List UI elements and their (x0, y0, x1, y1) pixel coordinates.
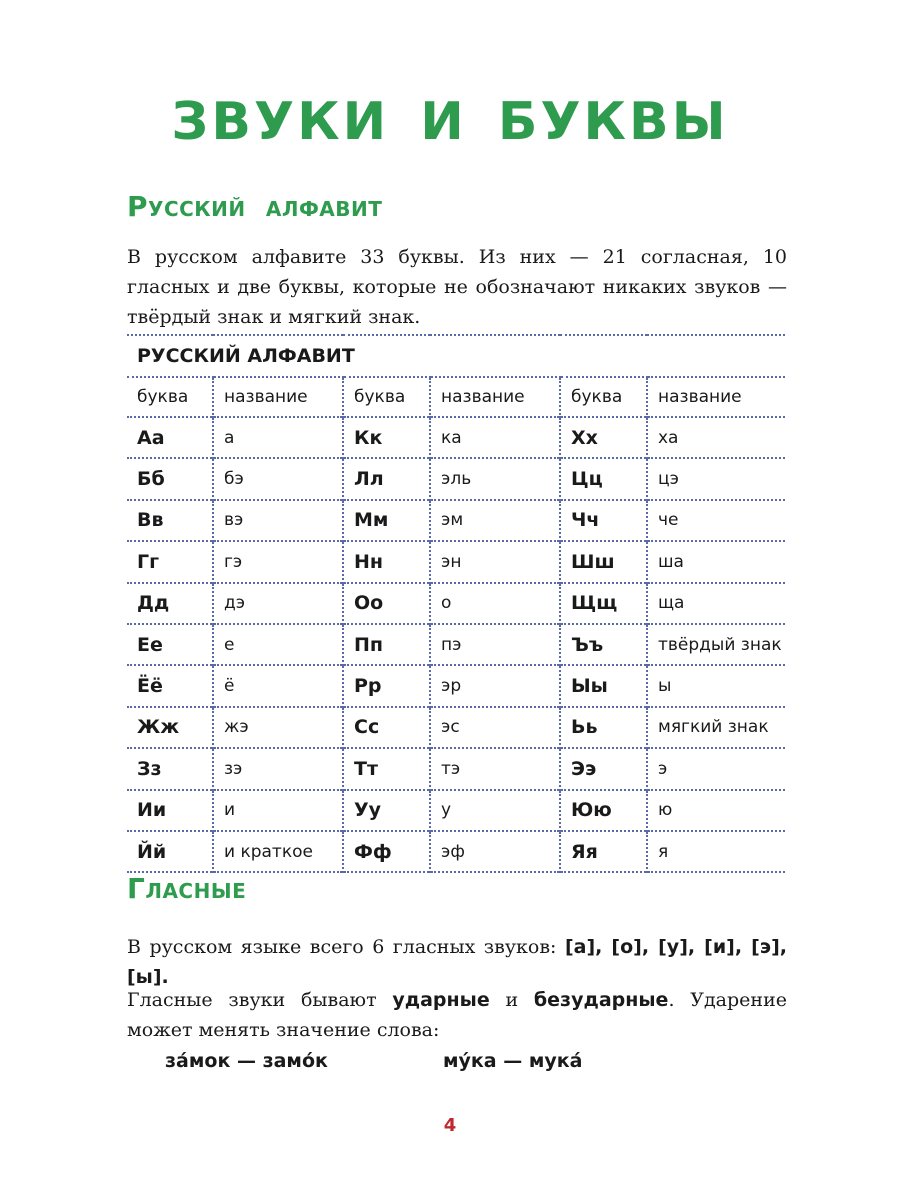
letter-cell: Фф (343, 831, 430, 872)
letter-name-cell: е (213, 624, 343, 665)
stress-example: за́мок — замо́к (165, 1050, 328, 1072)
letter-cell: Оо (343, 583, 430, 624)
letter-cell: Мм (343, 500, 430, 541)
letter-cell: Хх (560, 417, 647, 458)
letter-name-cell: жэ (213, 707, 343, 748)
letter-cell: Тт (343, 748, 430, 789)
stress-example: му́ка — мука́ (443, 1050, 583, 1072)
header-name: название (647, 377, 785, 417)
letter-name-cell: бэ (213, 458, 343, 499)
letter-name-cell: зэ (213, 748, 343, 789)
letter-cell: Кк (343, 417, 430, 458)
stress-paragraph (127, 985, 787, 1045)
letter-cell: Пп (343, 624, 430, 665)
stress-text-start: Гласные звуки бывают (127, 989, 393, 1011)
letter-name-cell: ха (647, 417, 785, 458)
letter-name-cell: о (430, 583, 560, 624)
letter-name-cell: ы (647, 665, 785, 706)
letter-name-cell: ка (430, 417, 560, 458)
table-row (127, 541, 785, 582)
table-row (127, 790, 785, 831)
section-heading-vowels: Гласные (127, 872, 247, 905)
vowel-sounds-paragraph (127, 932, 787, 992)
letter-name-cell: тэ (430, 748, 560, 789)
vowel-sounds-text: В русском языке всего 6 гласных звуков: (127, 936, 565, 958)
table-row (127, 500, 785, 541)
table-row (127, 707, 785, 748)
letter-cell: Цц (560, 458, 647, 499)
stress-text-end: . Ударение может менять значение слова: (127, 989, 787, 1041)
letter-cell: Сс (343, 707, 430, 748)
letter-name-cell: эм (430, 500, 560, 541)
letter-cell: Бб (127, 458, 213, 499)
letter-name-cell: дэ (213, 583, 343, 624)
letter-cell: Юю (560, 790, 647, 831)
letter-cell: Ыы (560, 665, 647, 706)
table-row (127, 417, 785, 458)
letter-name-cell: мягкий знак (647, 707, 785, 748)
letter-cell: Ёё (127, 665, 213, 706)
header-name: название (213, 377, 343, 417)
table-row (127, 831, 785, 872)
letter-cell: Зз (127, 748, 213, 789)
letter-name-cell: я (647, 831, 785, 872)
letter-cell: Шш (560, 541, 647, 582)
letter-name-cell: ша (647, 541, 785, 582)
letter-name-cell: цэ (647, 458, 785, 499)
header-name: название (430, 377, 560, 417)
letter-cell: Вв (127, 500, 213, 541)
header-letter: буква (343, 377, 430, 417)
letter-name-cell: эр (430, 665, 560, 706)
letter-cell: Ии (127, 790, 213, 831)
letter-name-cell: че (647, 500, 785, 541)
letter-cell: Рр (343, 665, 430, 706)
header-letter: буква (127, 377, 213, 417)
alphabet-table (127, 334, 785, 873)
letter-cell: Ээ (560, 748, 647, 789)
letter-name-cell: ё (213, 665, 343, 706)
letter-name-cell: и (213, 790, 343, 831)
letter-cell: Ъъ (560, 624, 647, 665)
page-number: 4 (443, 1115, 457, 1136)
letter-name-cell: а (213, 417, 343, 458)
vowel-sounds-list: [а], [о], [у], [и], [э], [ы]. (127, 936, 787, 988)
letter-name-cell: твёрдый знак (647, 624, 785, 665)
unstressed-term: безударные (533, 989, 669, 1011)
table-caption: РУССКИЙ АЛФАВИТ (137, 345, 355, 367)
header-letter: буква (560, 377, 647, 417)
letter-cell: Чч (560, 500, 647, 541)
table-row (127, 583, 785, 624)
letter-cell: Дд (127, 583, 213, 624)
letter-cell: Яя (560, 831, 647, 872)
table-row (127, 458, 785, 499)
letter-name-cell: у (430, 790, 560, 831)
letter-cell: Нн (343, 541, 430, 582)
letter-cell: Аа (127, 417, 213, 458)
letter-name-cell: эль (430, 458, 560, 499)
letter-cell: Уу (343, 790, 430, 831)
letter-name-cell: ща (647, 583, 785, 624)
page-title: ЗВУКИ И БУКВЫ (171, 92, 729, 152)
table-row (127, 665, 785, 706)
letter-cell: Жж (127, 707, 213, 748)
letter-cell: Йй (127, 831, 213, 872)
letter-name-cell: эн (430, 541, 560, 582)
table-row (127, 748, 785, 789)
letter-name-cell: и краткое (213, 831, 343, 872)
alphabet-intro-paragraph: В русском алфавите 33 буквы. Из них — 21 согласная, 10 гласных и две буквы, которые не обозначают никаких звуков — твёрдый знак и мягкий знак. (127, 246, 787, 328)
letter-name-cell: э (647, 748, 785, 789)
stressed-term: ударные (392, 989, 490, 1011)
letter-name-cell: ю (647, 790, 785, 831)
letter-cell: Ьь (560, 707, 647, 748)
letter-name-cell: эс (430, 707, 560, 748)
letter-name-cell: вэ (213, 500, 343, 541)
table-caption-row (127, 335, 785, 377)
letter-cell: Щщ (560, 583, 647, 624)
letter-cell: Гг (127, 541, 213, 582)
letter-cell: Ее (127, 624, 213, 665)
table-header-row (127, 377, 785, 417)
table-row (127, 624, 785, 665)
letter-cell: Лл (343, 458, 430, 499)
section-heading-alphabet: Русский алфавит (127, 190, 383, 223)
letter-name-cell: гэ (213, 541, 343, 582)
letter-name-cell: пэ (430, 624, 560, 665)
letter-name-cell: эф (430, 831, 560, 872)
stress-text-and: и (489, 989, 534, 1011)
